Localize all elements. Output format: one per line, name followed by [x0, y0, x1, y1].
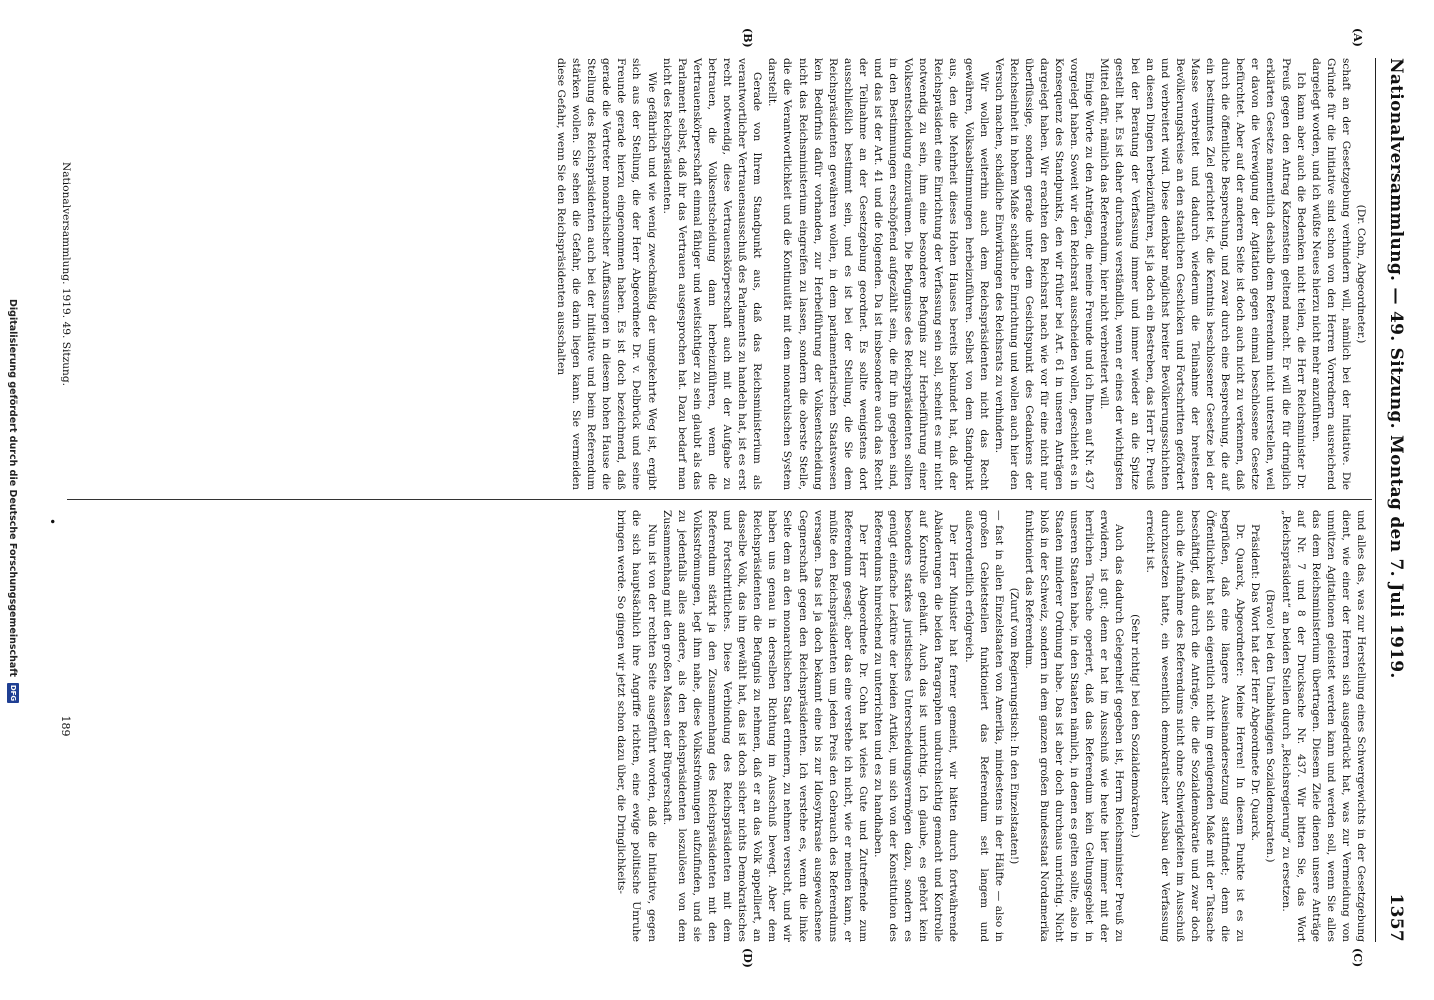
- applause-note: (Bravo! bei den Unabhängigen Sozialdemokraten.): [1264, 589, 1277, 863]
- credit-text: Digitalisierung gefördert durch die Deutsche Forschungsgemeinschaft: [7, 299, 19, 677]
- paragraph: Nun ist von der rechten Seite ausgeführt worden, daß die Initiative, gegen die sich hauptsächlich ihre Angriffe richten, eine ewige politische Unruhe bringen werde. So gingen wir jetzt schon dazu über, die Dringlichkeits-: [615, 510, 658, 942]
- paragraph: und alles das, was zur Herstellung eines Schwergewichts in der Gesetzgebung dient, wie einer der Herren sich ausgedrückt hat, was zur Vermeidung von unnützen Agitationen geleistet werden kann und werden soll, wenn Sie alles das dem Reichsministerium übertragen. Diesem Ziele dienen unsere Anträge auf Nr. 7 und 8 der Drucksache Nr. 437. Wir bitten Sie, das Wort „Reichspräsident“ an beiden Stellen durch „Reichsregierung“ zu ersetzen.: [1279, 510, 1367, 942]
- running-title: Nationalversammlung. — 49. Sitzung. Montag den 7. Juli 1919.: [1386, 58, 1406, 679]
- margin-mark-d: (D): [741, 948, 754, 968]
- paragraph: Der Herr Abgeordnete Dr. Cohn hat vieles Gute und Zutreffende zum Referendum gesagt; aber das eine verstehe ich nicht, wie er meinen kann, er müßte den Reichspräsidenten um jeden Preis den Gebrauch des Referendums versagen. Das ist ja doch bekannt eine bis zur Idiosynkrasie ausgewachsene Gegnerschaft gegen den Reichspräsidenten. Ich verstehe es, wenn die linke Seite dem an den monarchischen Staat erinnern, zu nehmen versucht, und wir haben uns genau in derselben Richtung im Ausschuß bewegt. Aber dem Reichspräsidenten die Befugnis zu nehmen, daß er an das Volk appelliert, an dasselbe Volk, das ihn gewählt hat, das ist doch sicher nichts Demokratisches und Fortschrittliches. Diese Verbindung des Reichspräsidenten mit dem Referendum stärkt ja den Zusammenhang des Reichspräsidenten mit den Volksströmungen, legt ihm nahe, diese Volksströmungen aufzufinden, und sie zu jedenfalls alles andere, als den Reichspräsidenten loszulösen von dem Zusammenhang mit den großen Massen der Bürgerschaft.: [660, 510, 869, 942]
- paragraph: Gerade von Ihrem Standpunkt aus, daß das Reichsministerium als verantwortlicher Vertrauensausschuß des Parlaments zu handeln hat, ist es erst recht notwendig, diese Vertrauenskörperschaft auch mit der Aufgabe zu betrauen, die Volksentscheidung dann herbeizuführen, wenn die Vertrauenskörperschaft einmal fähiger und weitsichtiger zu sein glaubt als das Parlament selbst, daß ihr das Vertrauen ausgesprochen hat. Dazu bedarf man nicht des Reichspräsidenten.: [660, 58, 764, 490]
- header-rule: [1375, 58, 1376, 942]
- paragraph: Wie gefährlich und wie wenig zweckmäßig der umgekehrte Weg ist, ergibt sich aus der Stellung, die der Herr Abgeordnete Dr. v. Delbrück und seine Freunde gerade hierzu eingenommen haben. Es ist doch bezeichnend, daß gerade die Vertreter monarchischer Auffassungen in diesem hohen Hause die Stellung des Reichspräsidenten auch bei der Initiative und beim Referendum stärken wollen. Sie sehen die Gefahr, die darin liegen kann. Sie vermeiden diese Gefahr, wenn Sie den Reichspräsidenten ausschalten: [555, 58, 658, 490]
- page-header: [1378, 58, 1406, 942]
- left-column: [553, 58, 1368, 490]
- applause-note: (Sehr richtig! bei den Sozialdemokraten.): [1128, 614, 1141, 838]
- sheet-number: 189: [59, 715, 72, 737]
- paragraph: Ich kann aber auch die Bedenken nicht teilen, die Herr Reichsminister Dr. Preuß gegen den Antrag Katzenstein geltend macht. Er will die für dringlich erklärten Gesetze namentlich deshalb dem Referendum nicht unterstellen, weil er davon die Verewigung der Agitation gegen einmal beschlossene Gesetze befürchtet. Aber auf der anderen Seite ist doch auch nicht zu verkennen, daß durch die öffentliche Besprechung, und zwar durch eine Besprechung, die auf ein bestimmtes Ziel gerichtet ist, die Kenntnis beschlossener Gesetze bei der Masse verbreitet und dadurch wiederum die Teilnahme der breitesten Bevölkerungskreise an den staatlichen Geschicken und Fortschritten gefördert und verbreitert wird. Diese denkbar möglichst breiter Bevölkerungsschichten an diesen Dingen herbeizuführen, ist ja doch ein Bestreben, das Herr Dr. Preuß bei der Beratung der Verfassung immer und immer wieder an die Spitze gestellt hat. Es ist daher durchaus verständlich, wenn er eines der wichtigsten Mittel dafür, nämlich das Referendum, hier nicht verbreitert will.: [1098, 58, 1307, 490]
- dfg-logo-icon: DFG: [9, 684, 17, 702]
- column-divider: [67, 499, 1372, 500]
- right-column: [613, 510, 1368, 942]
- paragraph: schaft an der Gesetzgebung verhindern will, nämlich bei der Initiative. Die Gründe für die Initiative sind schon von den Herren Vorrednern ausreichend dargelegt worden, und ich wüßte Neues hierzu nicht mehr anzuführen.: [1309, 58, 1352, 490]
- paragraph: Dr. Quarck, Abgeordneter: Meine Herren! In diesem Punkte ist es zu begrüßen, daß eine längere Auseinandersetzung stattfindet; denn die Öffentlichkeit hat sich eigentlich nicht im genügenden Maße mit der Tatsache beschäftigt, daß durch die Anträge, die die Sozialdemokratie und zwar doch auch die Aufnahme des Referendums nicht ohne Schwierigkeiten im Ausschuß durchzusetzen hatte, ein wesentlich demokratischer Ausbau der Verfassung erreicht ist.: [1143, 510, 1247, 942]
- paragraph: Wir wollen weiterhin auch dem Reichspräsidenten nicht das Recht gewähren, Volksabstimmungen herbeizuführen. Selbst von dem Standpunkt aus, den die Mehrheit dieses Hohen Hauses bereits bekundet hat, daß der Reichspräsident eine Einrichtung der Verfassung sein soll, scheint es mir nicht notwendig zu sein, ihm eine besondere Befugnis zur Herbeiführung einer Volksentscheidung einzuräumen. Die Befugnisse des Reichspräsidenten sollten in den Bestimmungen erschöpfend aufgezählt sein, die für ihn gegeben sind, und das ist der Art. 41 und die folgenden. Da ist insbesondere auch das Recht der Teilnahme an der Gesetzgebung geordnet. Es sollte wenigstens dort ausschließlich bestimmt sein, und es ist bei der Stellung, die Sie dem Reichspräsidenten gewähren wollen, in dem parlamentarischen Staatswesen kein Bedürfnis dafür vorhanden, zur Herbeiführung der Volksentscheidung nicht das Reichsministerium eingreifen zu lassen, sondern die oberste Stelle, die die Verantwortlichkeit und die Kontinuität mit dem monarchischen System darstellt.: [766, 58, 990, 490]
- speaker-reference: (Dr. Cohn, Abgeordneter.): [1355, 204, 1367, 344]
- interjection-note: (Zuruf vom Regierungstisch: In den Einzelstaaten!): [1007, 587, 1020, 865]
- paragraph: Einige Worte zu den Anträgen, die meine Freunde und ich Ihnen auf Nr. 437 vorgelegt haben. Soweit wir den Reichsrat ausscheiden wollen, geschieht es in Konsequenz des Standpunkts, den wir früher bei Art. 61 in unseren Anträgen dargelegt haben. Wir erachten den Reichsrat nach wie vor für eine nicht nur überflüssige, sondern gerade unter dem Gesichtspunkt des Gedankens der Reichseinheit in hohem Maße schädliche Einrichtung und wollen auch hier den Versuch machen, schädliche Einwirkungen des Reichsrats zu verhindern.: [992, 58, 1096, 490]
- president-intro: Präsident: Das Wort hat der Herr Abgeordnete Dr. Quarck.: [1249, 524, 1262, 841]
- margin-mark-c: (C): [1351, 948, 1364, 968]
- footer-signature: Nationalversammlung. 1919. 49. Sitzung.: [60, 161, 72, 387]
- bullet-mark: •: [45, 518, 59, 526]
- paragraph: Der Herr Minister hat ferner gemeint, wir hätten durch fortwährende Abänderungen die beiden Paragraphen undurchsichtig gemacht und Kontrolle auf Kontrolle gehäuft. Auch das ist unrichtig. Ich glaube, es gehört kein besonders starkes juristisches Unterscheidungsvermögen dazu, sondern es genügt einfache Lektüre der beiden Artikel, um sich von der Konstitution des Referendums hinreichend zu unterrichten und es zu handhaben.: [872, 510, 960, 942]
- digitization-credit: [4, 6, 22, 996]
- paragraph: Auch das dadurch Gelegenheit gegeben ist, Herrn Reichsminister Preuß zu erwidern, ist gut; denn er hat im Ausschuß wie heute hier immer mit der herrlichen Tatsache operiert, daß das Referendum kein Geltungsgebiet in unseren Staaten habe, in den Staaten nämlich, in denen es gelten sollte, also in Staaten minderer Ordnung habe. Das ist aber doch durchaus unrichtig. Nicht bloß in der Schweiz, sondern in dem ganzen großen Bundesstaat Nordamerika funktioniert das Referendum.: [1022, 510, 1126, 942]
- page-number: 1357: [1386, 893, 1406, 942]
- margin-mark-a: (A): [1351, 28, 1364, 47]
- paragraph: — fast in allen Einzelstaaten von Amerika, mindestens in der Hälfte — also in großen Gebietsteilen funktioniert das Referendum seit langem und außerordentlich erfolgreich.: [962, 510, 1005, 942]
- margin-mark-b: (B): [741, 28, 754, 48]
